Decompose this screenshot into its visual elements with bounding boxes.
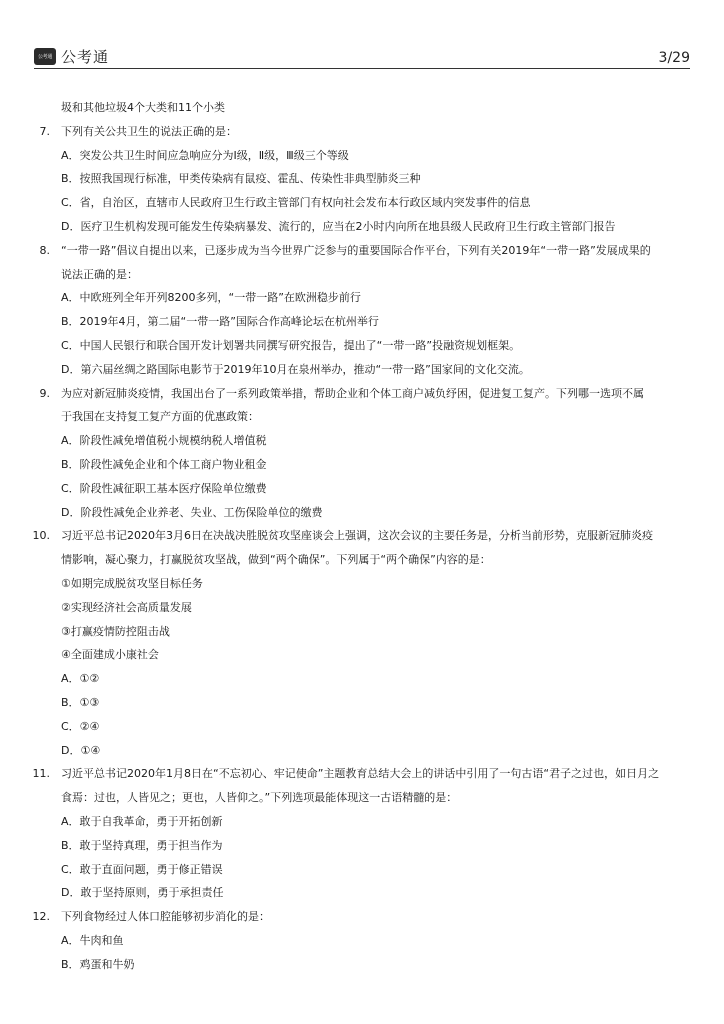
option-text: B．敢于坚持真理，勇于担当作为 (61, 838, 223, 852)
question-text: 下列有关公共卫生的说法正确的是： (61, 124, 237, 138)
option-text: C．②④ (61, 719, 100, 733)
option-text: C．敢于直面问题，勇于修正错误 (61, 862, 223, 876)
option-text: A．中欧班列全年开列8200多列，“一带一路”在欧洲稳步前行 (61, 291, 361, 305)
option-text: A．突发公共卫生时间应急响应分为Ⅰ级，Ⅱ级，Ⅲ级三个等级 (61, 148, 349, 162)
question-text: “一带一路”倡议自提出以来，已逐步成为当今世界广泛参与的重要国际合作平台，下列有关2019年“一带一路”发展成果的 (61, 243, 651, 257)
question-text-continued: 圾和其他垃圾4个大类和11个小类 (61, 101, 225, 114)
question-text-continued: 情影响，凝心聚力，打赢脱贫攻坚战，做到“两个确保”。下列属于“两个确保”内容的是： (61, 553, 491, 567)
option-text: C．阶段性减征职工基本医疗保险单位缴费 (61, 481, 267, 495)
option-text: C．中国人民银行和联合国开发计划署共同撰写研究报告，提出了“一带一路”投融资规划框架。 (61, 339, 521, 352)
question-number: 10. (32, 529, 50, 543)
option-text: B．2019年4月，第二届“一带一路”国际合作高峰论坛在杭州举行 (61, 315, 379, 329)
option-text: A．①② (61, 672, 100, 686)
option-text: B．①③ (61, 696, 100, 709)
option-text: A．阶段性减免增值税小规模纳税人增值税 (61, 434, 267, 448)
option-text: D．医疗卫生机构发现可能发生传染病暴发、流行的，应当在2小时内向所在地县级人民政府卫生行政主管部门报告 (61, 220, 616, 233)
question-number: 7. (39, 124, 50, 138)
option-text: ①如期完成脱贫攻坚目标任务 (61, 577, 203, 590)
question-text: 为应对新冠肺炎疫情，我国出台了一系列政策举措，帮助企业和个体工商户减负纾困，促进复工复产。下列哪一选项不属 (61, 386, 644, 400)
option-text: ③打赢疫情防控阻击战 (61, 624, 170, 638)
option-text: D．①④ (61, 743, 101, 757)
question-number: 9. (39, 386, 50, 400)
question-text: 下列食物经过人体口腔能够初步消化的是： (61, 910, 270, 924)
option-text: D．第六届丝绸之路国际电影节于2019年10月在泉州举办，推动“一带一路”国家间的文化交流。 (61, 362, 530, 376)
option-text: A．敢于自我革命，勇于开拓创新 (61, 815, 223, 828)
option-text: B．按照我国现行标准，甲类传染病有鼠疫、霍乱、传染性非典型肺炎三种 (61, 172, 421, 186)
question-text-continued: 于我国在支持复工复产方面的优惠政策： (61, 410, 259, 424)
logo-badge: 公考通 (34, 48, 56, 65)
page-header (34, 46, 690, 68)
question-text: 习近平总书记2020年3月6日在决战决胜脱贫攻坚座谈会上强调，这次会议的主要任务是，分析当前形势，克服新冠肺炎疫 (61, 529, 653, 543)
question-text-continued: 说法正确的是： (61, 267, 138, 281)
option-text: D．敢于坚持原则，勇于承担责任 (61, 886, 224, 900)
question-number: 11. (32, 767, 50, 781)
header-divider (34, 68, 690, 69)
logo-text: 公考通 (61, 48, 110, 66)
option-text: C．省，自治区，直辖市人民政府卫生行政主管部门有权向社会发布本行政区域内突发事件的信息 (61, 196, 531, 210)
option-text: B．鸡蛋和牛奶 (61, 957, 135, 971)
question-number: 12. (32, 910, 50, 924)
option-text: B．阶段性减免企业和个体工商户物业租金 (61, 458, 267, 471)
question-text: 习近平总书记2020年1月8日在“不忘初心、牢记使命”主题教育总结大会上的讲话中引用了一句古语“君子之过也，如日月之 (61, 767, 660, 781)
option-text: A．牛肉和鱼 (61, 934, 124, 947)
option-text: ④全面建成小康社会 (61, 648, 159, 662)
option-text: ②实现经济社会高质量发展 (61, 600, 192, 614)
option-text: D．阶段性减免企业养老、失业、工伤保险单位的缴费 (61, 505, 323, 519)
logo (34, 46, 109, 67)
question-number: 8. (39, 243, 50, 257)
page-number: 3/29 (658, 50, 690, 66)
question-text-continued: 食焉：过也，人皆见之；更也，人皆仰之。”下列选项最能体现这一古语精髓的是： (61, 791, 458, 805)
